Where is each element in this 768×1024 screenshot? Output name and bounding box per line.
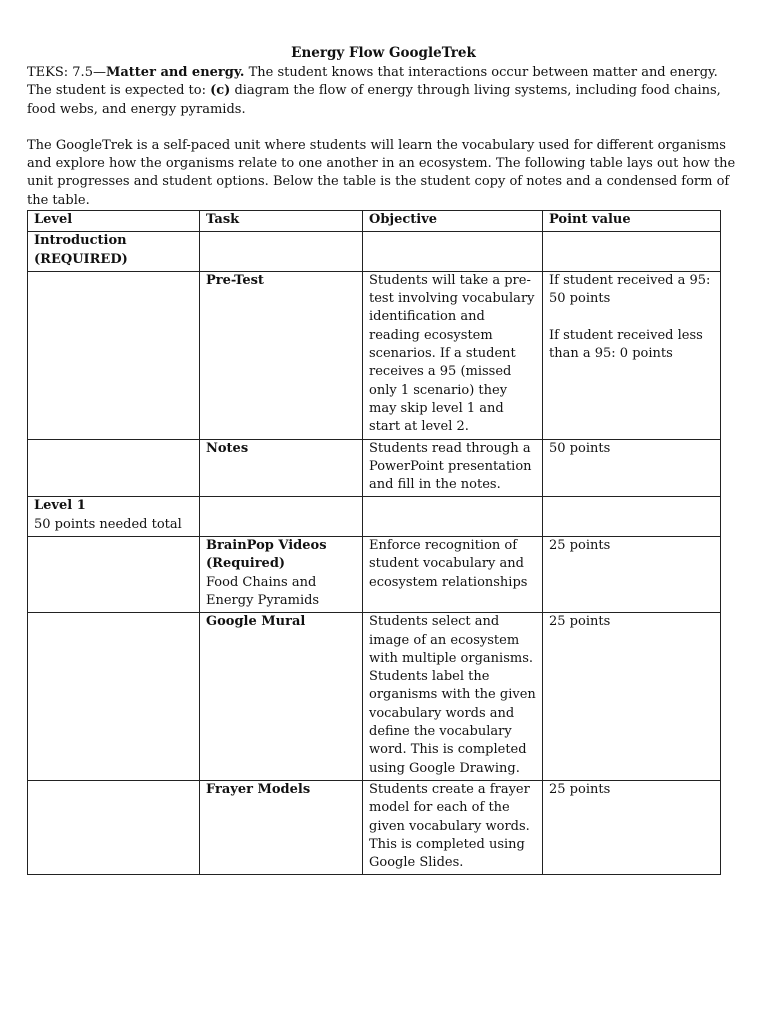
- objective-cell: Students create a frayer model for each of the given vocabulary words. This is completed using Google Slides.: [363, 780, 543, 874]
- points-cell: [543, 271, 721, 439]
- table-row: [28, 613, 721, 781]
- points-line-2: If student received less than a 95: 0 points: [549, 327, 703, 362]
- points-line-1: If student received a 95: 50 points: [549, 272, 711, 307]
- level-title: Level 1: [34, 498, 86, 514]
- table-row: [28, 232, 721, 272]
- level-cell: [28, 613, 200, 781]
- task-subtitle: Food Chains and Energy Pyramids: [206, 574, 320, 608]
- header-objective: Objective: [363, 211, 543, 232]
- unit-table: [27, 210, 721, 875]
- level-cell: [28, 780, 200, 874]
- task-cell: [200, 232, 363, 272]
- objective-cell: Students will take a pre-test involving vocabulary identification and reading ecosystem scenarios. If a student receives a 95 (missed only 1 scenario) they may skip level 1 and start at level 2.: [363, 271, 543, 439]
- objective-cell: [363, 497, 543, 537]
- header-level: Level: [28, 211, 200, 232]
- level-cell: Introduction (REQUIRED): [28, 232, 200, 272]
- document-title: Energy Flow GoogleTrek: [291, 45, 476, 61]
- task-cell: Notes: [200, 439, 363, 497]
- task-cell: [200, 537, 363, 613]
- task-cell: Pre-Test: [200, 271, 363, 439]
- points-cell: 50 points: [543, 439, 721, 497]
- objective-cell: Students select and image of an ecosystem with multiple organisms. Students label the organisms with the given vocabulary words and define the vocabulary word. This is completed using Google Drawing.: [363, 613, 543, 781]
- points-cell: 25 points: [543, 537, 721, 613]
- table-row: [28, 439, 721, 497]
- header-point-value: Point value: [543, 211, 721, 232]
- level-subtitle: 50 points needed total: [34, 516, 182, 532]
- teks-text-2: diagram the flow of energy through living systems, including food chains, food webs, and energy pyramids.: [27, 83, 721, 117]
- teks-paragraph: [27, 64, 740, 119]
- table-row: [28, 271, 721, 439]
- task-cell: Frayer Models: [200, 780, 363, 874]
- header-task: Task: [200, 211, 363, 232]
- teks-bold-c: (c): [210, 83, 231, 99]
- level-cell: [28, 271, 200, 439]
- points-cell: [543, 232, 721, 272]
- task-title: BrainPop Videos (Required): [206, 538, 327, 572]
- points-cell: 25 points: [543, 613, 721, 781]
- task-cell: [200, 497, 363, 537]
- objective-cell: [363, 232, 543, 272]
- level-cell: [28, 439, 200, 497]
- document-page: [27, 44, 740, 210]
- points-cell: 25 points: [543, 780, 721, 874]
- objective-cell: Enforce recognition of student vocabulary and ecosystem relationships: [363, 537, 543, 613]
- table-row: [28, 537, 721, 613]
- level-cell: [28, 497, 200, 537]
- table-header-row: [28, 211, 721, 232]
- task-cell: Google Mural: [200, 613, 363, 781]
- objective-cell: Students read through a PowerPoint presentation and fill in the notes.: [363, 439, 543, 497]
- points-cell: [543, 497, 721, 537]
- intro-paragraph: The GoogleTrek is a self-paced unit where students will learn the vocabulary used for different organisms and explore how the organisms relate to one another in an ecosystem. The following table lays out how the unit progresses and student options. Below the table is the student copy of notes and a condensed form of the table.: [27, 137, 736, 208]
- teks-bold-phrase: Matter and energy.: [105, 65, 245, 80]
- table-row: [28, 780, 721, 874]
- level-cell: [28, 537, 200, 613]
- table-row: [28, 497, 721, 537]
- teks-prefix: TEKS: 7.5—: [27, 65, 106, 80]
- teks-text-1: The student knows that interactions occur between matter and energy. The student is expected to:: [27, 65, 718, 99]
